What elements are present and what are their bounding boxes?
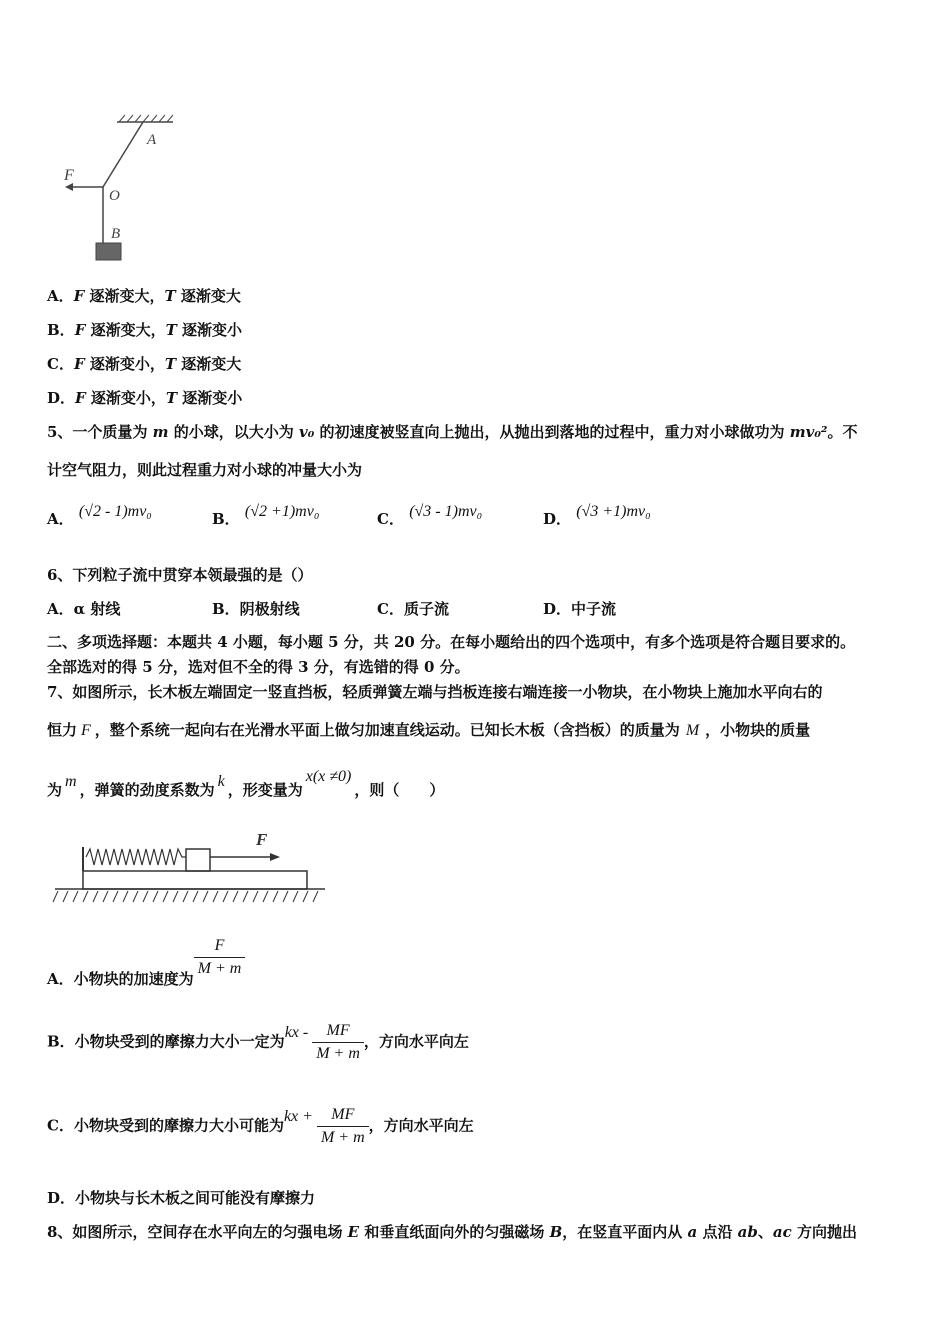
q5-option-c: C． (√3 - 1)mv₀ [377,503,483,528]
label-F: F [64,167,74,184]
q4-option-c: C．F 逐渐变小，T 逐渐变大 [47,355,242,373]
q7-option-b: B．小物块受到的摩擦力大小一定为kx - $\frac{MF}{M + m}$ ，方向水平向左 [47,1022,469,1062]
q7-option-a: A．小物块的加速度为 $\frac{F}{M + m}$ [47,935,245,980]
q6-option-b: B．阴极射线 [212,600,300,618]
pendulum-figure [55,110,185,265]
label-O: O [109,188,120,204]
fig-label-F: F [256,830,268,849]
section2-heading-line2: 全部选对的得 5 分，选对但不全的得 3 分，有选错的得 0 分。 [47,658,470,676]
q6-option-a: A．α 射线 [47,600,121,618]
q4-option-a: A．F 逐渐变大，T 逐渐变大 [47,287,241,305]
q4-option-b: B．F 逐渐变大，T 逐渐变小 [47,321,242,339]
q6-option-c: C．质子流 [377,600,449,618]
spring-block-figure [50,825,330,910]
q5-stem-line1: 5、一个质量为 m 的小球，以大小为 v₀ 的初速度被竖直向上抛出，从抛出到落地的过程中，重力对小球做功为 mv₀²。不 [47,423,858,441]
q7-stem-line2: 恒力 F ，整个系统一起向右在光滑水平面上做匀加速直线运动。已知长木板（含挡板）的质量为 M ，小物块的质量 [47,721,811,739]
q7-option-d: D．小物块与长木板之间可能没有摩擦力 [47,1189,316,1207]
q7-option-c: C．小物块受到的摩擦力大小可能为kx + $\frac{MF}{M + m}$ ，方向水平向左 [47,1106,474,1146]
label-B: B [111,226,121,242]
q5-stem-line2: 计空气阻力，则此过程重力对小球的冲量大小为 [47,461,363,479]
q5-option-b: B． (√2 +1)mv₀ [212,503,320,528]
q5-option-d: D． (√3 +1)mv₀ [543,503,651,528]
label-A: A [147,132,157,148]
q5-option-a: A． (√2 - 1)mv₀ [47,503,152,528]
q6-stem: 6、下列粒子流中贯穿本领最强的是（） [47,566,313,584]
q8-stem: 8、如图所示，空间存在水平向左的匀强电场 E 和垂直纸面向外的匀强磁场 B，在竖直平面内从 a 点沿 ab、ac 方向抛出 [47,1223,857,1241]
section2-heading-line1: 二、多项选择题：本题共 4 小题，每小题 5 分，共 20 分。在每小题给出的四个选项中，有多个选项是符合题目要求的。 [47,633,856,651]
q7-stem-line3: 为 m ，弹簧的劲度系数为 k ，形变量为x(x ≠0)，则（ ） [47,768,445,799]
q4-option-d: D．F 逐渐变小，T 逐渐变小 [47,389,243,407]
q6-option-d: D．中子流 [543,600,617,618]
q7-stem-line1: 7、如图所示，长木板左端固定一竖直挡板，轻质弹簧左端与挡板连接右端连接一小物块，在小物块上施加水平向右的 [47,683,823,701]
